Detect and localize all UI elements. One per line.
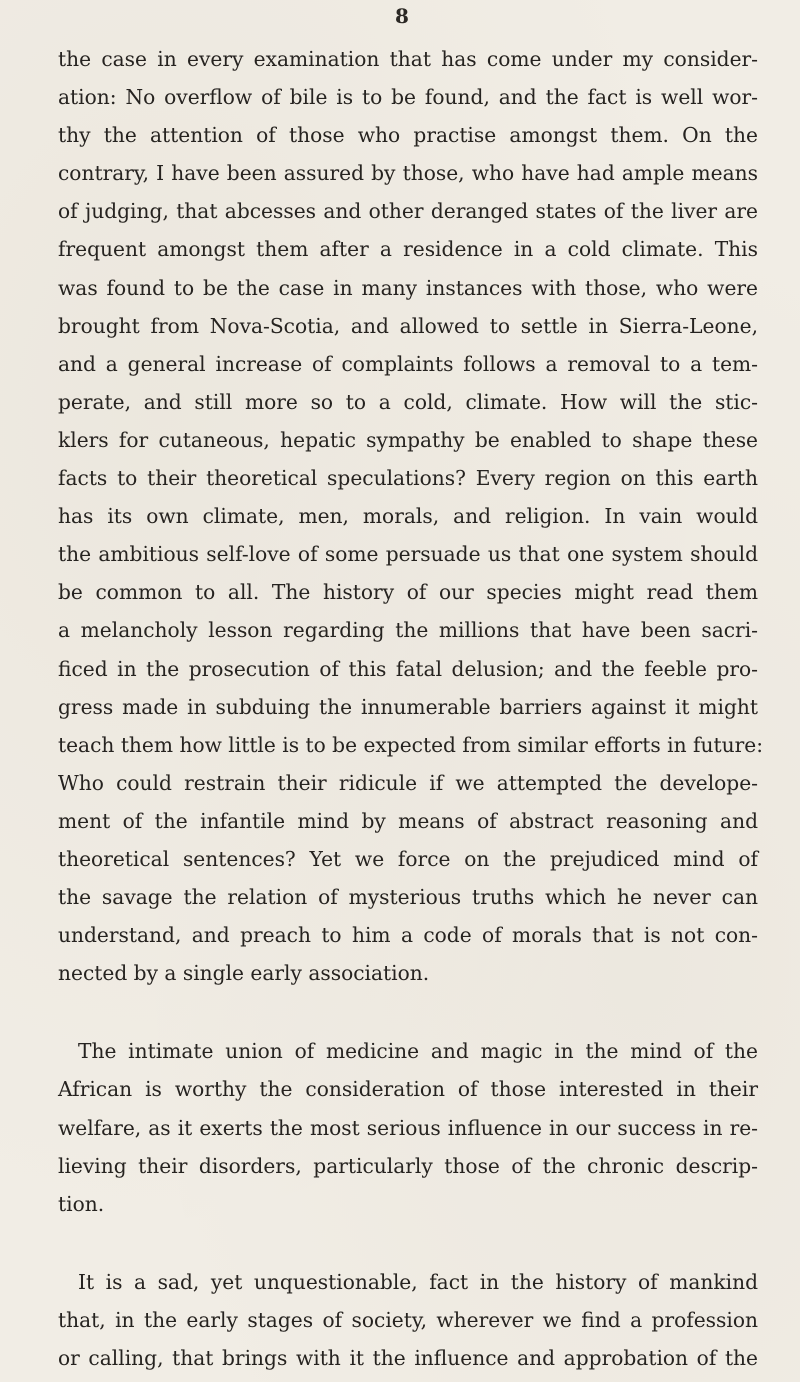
text-line: was found to be the case in many instances with those, who were xyxy=(58,275,758,300)
text-line: that, in the early stages of society, wherever we find a profession xyxy=(58,1307,758,1332)
text-line: has its own climate, men, morals, and religion. In vain would xyxy=(58,504,758,529)
text-line: African is worthy the consideration of those interested in their xyxy=(58,1077,758,1102)
text-line: ation: No overflow of bile is to be found, and the fact is well wor- xyxy=(58,85,758,110)
text-line: frequent amongst them after a residence in a cold climate. This xyxy=(58,237,758,262)
text-line: the savage the relation of mysterious truths which he never can xyxy=(58,885,758,910)
text-line: ment of the infantile mind by means of abstract reasoning and xyxy=(58,808,758,833)
text-line: klers for cutaneous, hepatic sympathy be enabled to shape these xyxy=(58,427,758,452)
text-line: ficed in the prosecution of this fatal delusion; and the feeble pro- xyxy=(58,656,758,681)
text-line: the ambitious self-love of some persuade us that one system should xyxy=(58,542,758,567)
text-line: the case in every examination that has come under my consider- xyxy=(58,47,758,71)
paragraph xyxy=(58,1263,758,1377)
text-line: It is a sad, yet unquestionable, fact in the history of mankind xyxy=(78,1269,758,1294)
text-line: contrary, I have been assured by those, who have had ample means xyxy=(58,161,758,186)
text-line: be common to all. The history of our species might read them xyxy=(58,580,758,605)
text-line: thy the attention of those who practise amongst them. On the xyxy=(58,123,758,148)
text-line: understand, and preach to him a code of morals that is not con- xyxy=(58,923,758,948)
body-text xyxy=(58,40,764,1377)
text-line: Who could restrain their ridicule if we attempted the develope- xyxy=(58,770,758,795)
paragraph-gap xyxy=(58,1223,758,1263)
text-line: facts to their theoretical speculations? Every region on this earth xyxy=(58,466,758,491)
text-line: and a general increase of complaints follows a removal to a tem- xyxy=(58,351,758,376)
paragraph-gap xyxy=(58,992,758,1032)
text-line: tion. xyxy=(58,1191,105,1216)
text-line: or calling, that brings with it the influence and approbation of the xyxy=(58,1346,758,1370)
text-line: gress made in subduing the innumerable barriers against it might xyxy=(58,694,758,719)
text-line: theoretical sentences? Yet we force on the prejudiced mind of xyxy=(58,846,758,871)
paragraph xyxy=(58,40,764,992)
text-line: a melancholy lesson regarding the millions that have been sacri- xyxy=(58,618,758,643)
text-line: welfare, as it exerts the most serious influence in our success in re- xyxy=(58,1115,758,1140)
text-line: lieving their disorders, particularly those of the chronic descrip- xyxy=(58,1153,758,1178)
page-number: 8 xyxy=(395,4,409,28)
text-line: brought from Nova-Scotia, and allowed to settle in Sierra-Leone, xyxy=(58,313,758,338)
text-line: perate, and still more so to a cold, climate. How will the stic- xyxy=(58,389,758,414)
paragraph xyxy=(58,1032,758,1222)
text-line: nected by a single early association. xyxy=(58,961,430,986)
text-line: teach them how little is to be expected from similar efforts in future: xyxy=(58,732,764,757)
text-line: The intimate union of medicine and magic in the mind of the xyxy=(78,1039,758,1064)
text-line: of judging, that abcesses and other deranged states of the liver are xyxy=(58,199,758,224)
